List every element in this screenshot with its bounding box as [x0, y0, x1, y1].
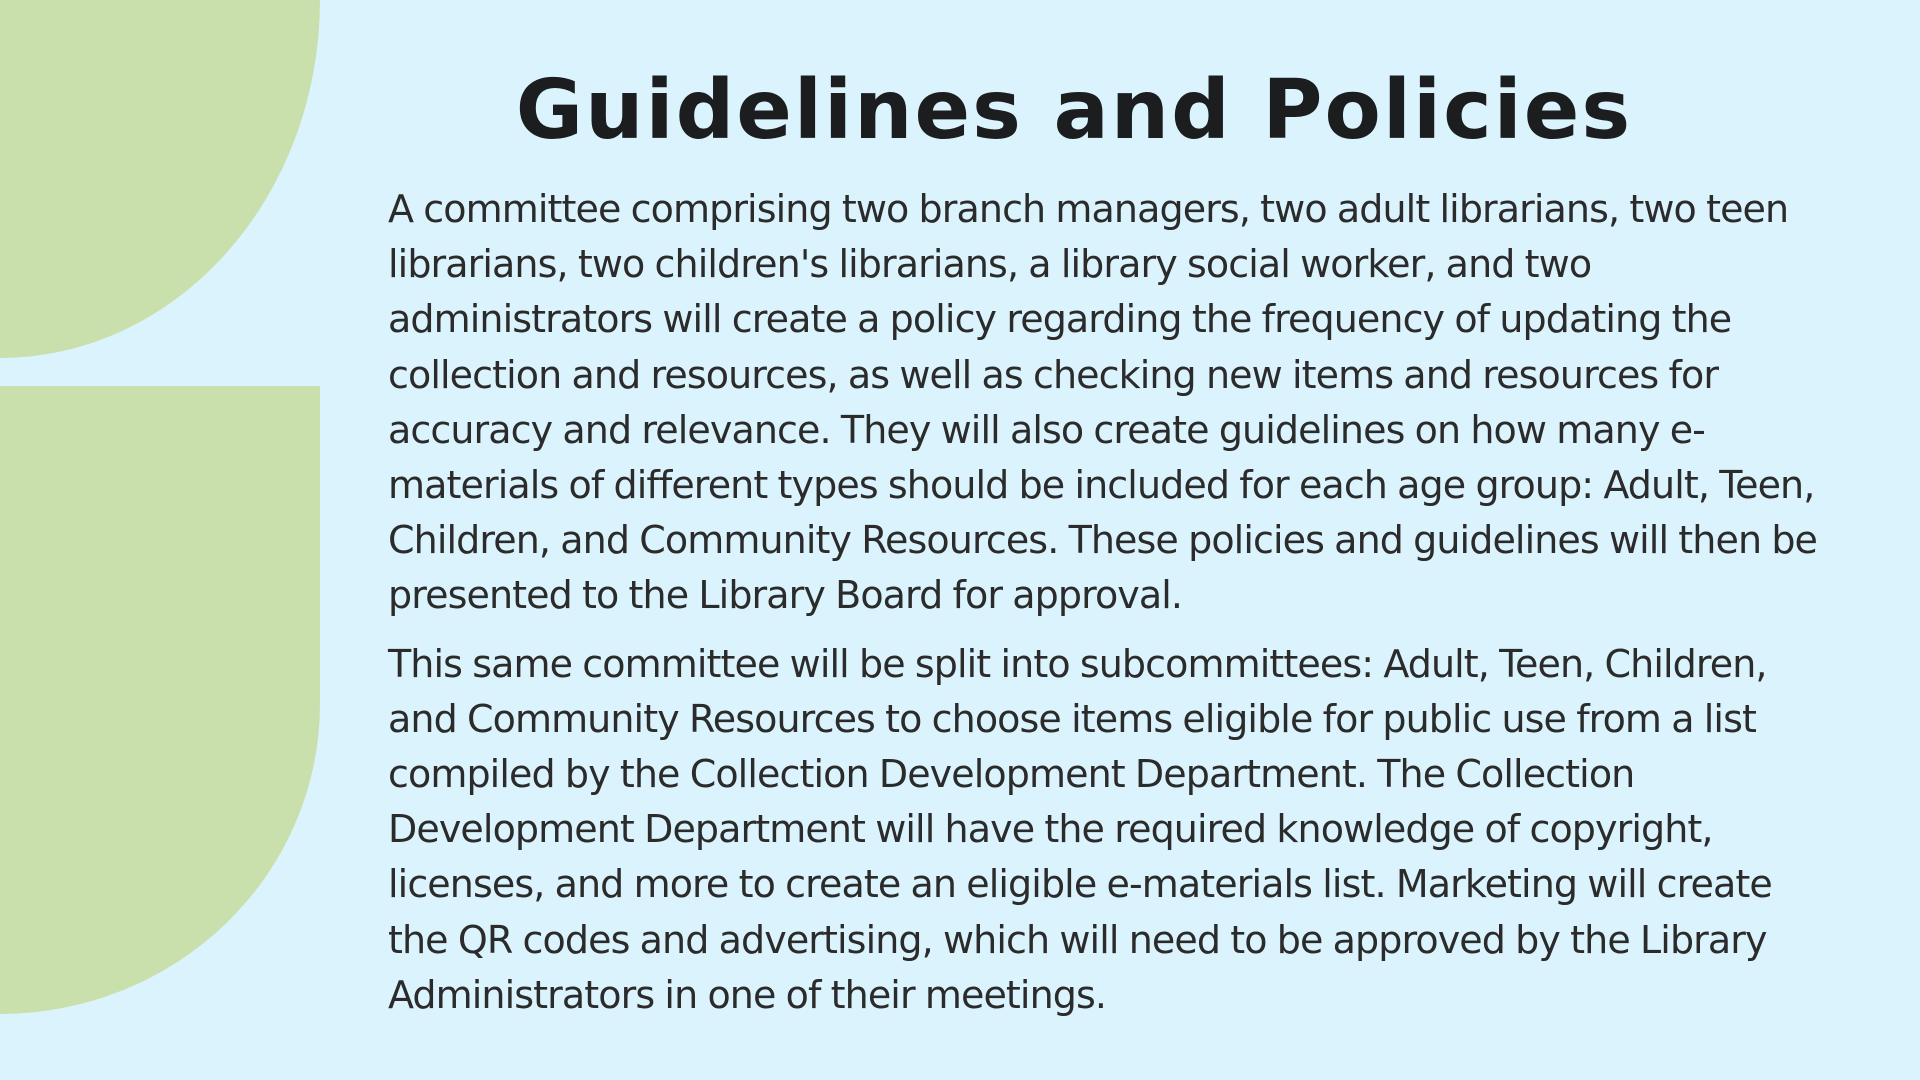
- body-paragraph-2: This same committee will be split into subcommittees: Adult, Teen, Children, and Community Resources to choose items eligible for public use from a list compiled by the Collection Development Department. The Collection Development Department will have the required knowledge of copyright, licenses, and more to create an eligible e-materials list. Marketing will create the QR codes and advertising, which will need to be approved by the Library Administrators in one of their meetings.: [388, 641, 1772, 1017]
- decorative-green-shape-top: [0, 0, 320, 358]
- decorative-green-shape-bottom: [0, 386, 320, 1014]
- body-paragraph-1: A committee comprising two branch managers, two adult librarians, two teen librarians, two children's librarians, a library social worker, and two administrators will create a policy regarding the frequency of updating the collection and resources, as well as checking new items and resources for accuracy and relevance. They will also create guidelines on how many e-materials of different types should be included for each age group: Adult, Teen, Children, and Community Resources. These policies and guidelines will then be presented to the Library Board for approval.: [388, 187, 1818, 618]
- slide-title: Guidelines and Policies: [515, 63, 1633, 158]
- slide-body: [388, 182, 1838, 1023]
